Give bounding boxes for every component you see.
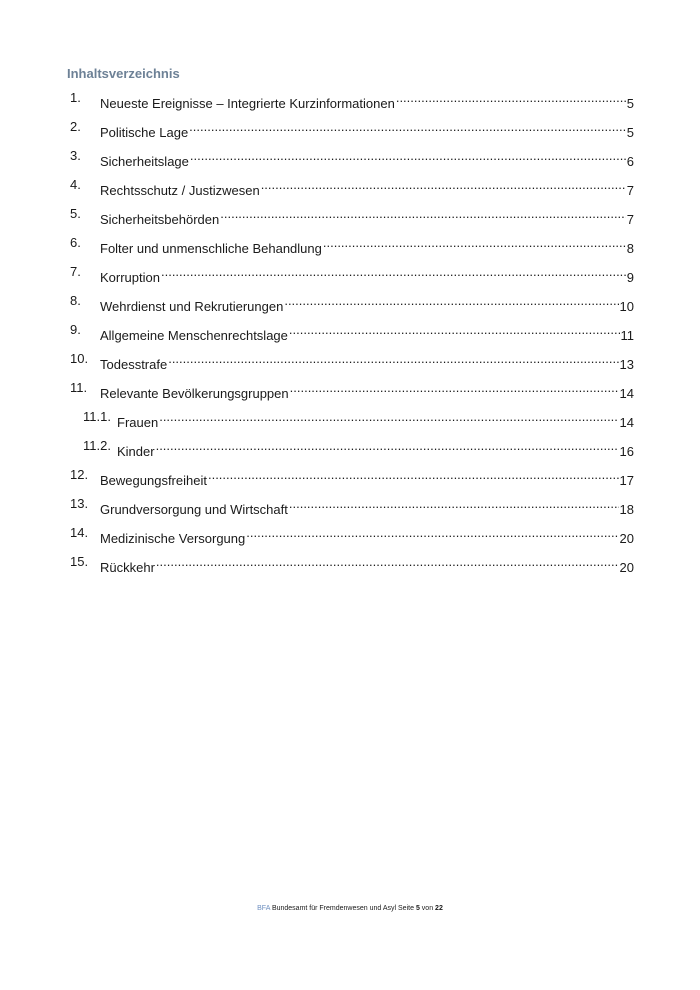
footer-brand: BFA: [257, 905, 270, 912]
toc-entry-line: [100, 204, 634, 230]
toc-entry-title[interactable]: Korruption: [100, 268, 161, 288]
toc-entry-page: 13: [619, 355, 634, 375]
toc-entry-title[interactable]: Sicherheitsbehörden: [100, 210, 220, 230]
toc-entry-line: [117, 436, 634, 462]
footer-page-label: Seite: [398, 905, 414, 912]
toc-entry-page: 16: [619, 442, 634, 462]
toc-entry-number: 11.2.: [83, 436, 111, 456]
toc-entry-page: 11: [620, 326, 635, 346]
toc-entry-page: 7: [626, 181, 634, 201]
toc-entry-number: 8.: [70, 291, 81, 311]
toc-entry[interactable]: [70, 233, 634, 262]
toc-dot-leader: [189, 117, 626, 137]
toc-entry-number: 15.: [70, 552, 88, 572]
toc-dot-leader: [220, 204, 626, 224]
toc-entry-line: [100, 494, 634, 520]
toc-entry-number: 14.: [70, 523, 88, 543]
toc-entry-title[interactable]: Medizinische Versorgung: [100, 529, 246, 549]
toc-entry-line: [100, 233, 634, 259]
toc-entry[interactable]: [70, 523, 634, 552]
toc-entry[interactable]: [70, 117, 634, 146]
toc-entry-page: 14: [619, 413, 634, 433]
footer-total-pages: 22: [435, 905, 443, 912]
toc-entry-title[interactable]: Grundversorgung und Wirtschaft: [100, 500, 289, 520]
toc-entry-page: 10: [619, 297, 634, 317]
toc-entry-number: 10.: [70, 349, 88, 369]
toc-entry-page: 5: [626, 94, 634, 114]
toc-entry-line: [100, 523, 634, 549]
toc-entry-page: 20: [619, 558, 634, 578]
toc-dot-leader: [246, 523, 618, 543]
toc-entry-page: 7: [626, 210, 634, 230]
toc-dot-leader: [396, 88, 626, 108]
toc-entry-number: 2.: [70, 117, 81, 137]
toc-entry[interactable]: [70, 204, 634, 233]
toc-entry[interactable]: [70, 378, 634, 407]
footer-current-page: 5: [415, 905, 420, 912]
toc-dot-leader: [261, 175, 626, 195]
toc-entry[interactable]: [70, 494, 634, 523]
toc-entry-line: [100, 117, 634, 143]
toc-entry-title[interactable]: Sicherheitslage: [100, 152, 190, 172]
toc-entry[interactable]: [70, 349, 634, 378]
toc-entry[interactable]: [70, 262, 634, 291]
toc-entry-number: 1.: [70, 88, 81, 108]
toc-dot-leader: [159, 407, 618, 427]
toc-dot-leader: [168, 349, 618, 369]
toc-entry-line: [100, 262, 634, 288]
toc-entry-line: [100, 349, 634, 375]
page-footer: [0, 905, 700, 912]
toc-entry-page: 8: [626, 239, 634, 259]
toc-entry-title[interactable]: Wehrdienst und Rekrutierungen: [100, 297, 284, 317]
toc-entry-page: 14: [619, 384, 634, 404]
toc-entry-page: 18: [619, 500, 634, 520]
footer-org: Bundesamt für Fremdenwesen und Asyl: [271, 905, 397, 912]
toc-entry-title[interactable]: Politische Lage: [100, 123, 189, 143]
toc-entry-number: 7.: [70, 262, 81, 282]
toc-entry-line: [100, 291, 634, 317]
toc-entry-page: 6: [626, 152, 634, 172]
toc-entry-title[interactable]: Folter und unmenschliche Behandlung: [100, 239, 323, 259]
toc-entry-number: 9.: [70, 320, 81, 340]
toc-entry-line: [100, 175, 634, 201]
toc-entry-page: 20: [619, 529, 634, 549]
toc-entry-line: [117, 407, 634, 433]
toc-list: [70, 88, 634, 581]
toc-dot-leader: [323, 233, 626, 253]
toc-entry-title[interactable]: Rechtsschutz / Justizwesen: [100, 181, 261, 201]
toc-entry[interactable]: [70, 291, 634, 320]
toc-dot-leader: [289, 320, 620, 340]
toc-entry-line: [100, 146, 634, 172]
toc-entry-line: [100, 378, 634, 404]
toc-entry-title[interactable]: Neueste Ereignisse – Integrierte Kurzinformationen: [100, 94, 396, 114]
toc-entry-number: 6.: [70, 233, 81, 253]
toc-entry[interactable]: [70, 407, 634, 436]
toc-entry-title[interactable]: Kinder: [117, 442, 156, 462]
toc-entry-title[interactable]: Rückkehr: [100, 558, 156, 578]
toc-dot-leader: [284, 291, 618, 311]
toc-dot-leader: [190, 146, 626, 166]
toc-entry[interactable]: [70, 465, 634, 494]
toc-entry-title[interactable]: Frauen: [117, 413, 159, 433]
toc-entry-line: [100, 465, 634, 491]
toc-dot-leader: [208, 465, 619, 485]
toc-entry-line: [100, 320, 634, 346]
toc-entry-title[interactable]: Allgemeine Menschenrechtslage: [100, 326, 289, 346]
toc-entry-line: [100, 552, 634, 578]
toc-entry[interactable]: [70, 88, 634, 117]
toc-entry-number: 11.1.: [83, 407, 111, 427]
toc-entry-title[interactable]: Relevante Bevölkerungsgruppen: [100, 384, 290, 404]
toc-dot-leader: [290, 378, 619, 398]
toc-entry-title[interactable]: Todesstrafe: [100, 355, 168, 375]
toc-entry-number: 3.: [70, 146, 81, 166]
toc-entry-number: 5.: [70, 204, 81, 224]
toc-entry-line: [100, 88, 634, 114]
toc-entry[interactable]: [70, 552, 634, 581]
footer-of-label: von: [421, 905, 434, 912]
toc-entry-page: 9: [626, 268, 634, 288]
toc-entry-page: 5: [626, 123, 634, 143]
toc-heading: Inhaltsverzeichnis: [67, 66, 180, 81]
toc-dot-leader: [156, 552, 619, 572]
toc-entry-number: 11.: [70, 378, 87, 398]
toc-entry-page: 17: [619, 471, 634, 491]
toc-dot-leader: [161, 262, 626, 282]
toc-entry[interactable]: [70, 146, 634, 175]
toc-entry[interactable]: [70, 436, 634, 465]
toc-dot-leader: [289, 494, 619, 514]
toc-entry[interactable]: [70, 320, 634, 349]
toc-entry-number: 13.: [70, 494, 88, 514]
toc-entry-number: 4.: [70, 175, 81, 195]
toc-entry-title[interactable]: Bewegungsfreiheit: [100, 471, 208, 491]
toc-entry[interactable]: [70, 175, 634, 204]
toc-dot-leader: [156, 436, 619, 456]
toc-entry-number: 12.: [70, 465, 88, 485]
